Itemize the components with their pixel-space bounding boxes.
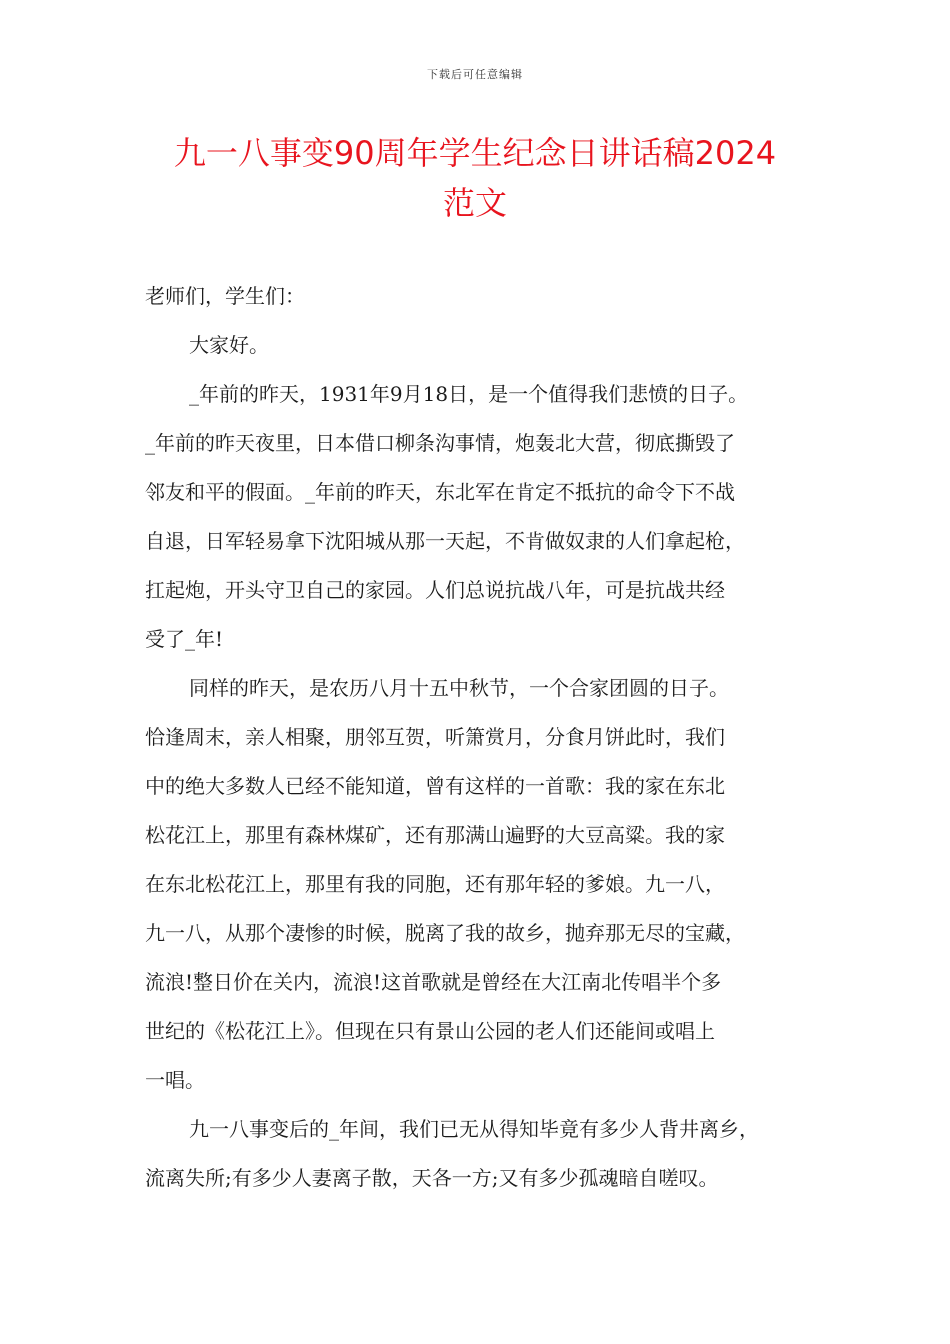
document-body <box>145 272 815 1203</box>
text-line: 流离失所;有多少人妻离子散，天各一方;又有多少孤魂暗自嗟叹。 <box>145 1166 719 1190</box>
title-line: 九一八事变90周年学生纪念日讲话稿2024 <box>173 134 777 172</box>
salutation: 老师们，学生们： <box>145 284 305 308</box>
greeting: 大家好。 <box>189 333 269 357</box>
text-line: 恰逢周末，亲人相聚，朋邻互贺，听箫赏月，分食月饼此时，我们 <box>145 725 725 749</box>
document-title <box>120 128 830 228</box>
text-line: 中的绝大多数人已经不能知道，曾有这样的一首歌：我的家在东北 <box>145 774 725 798</box>
text-line: 扛起炮，开头守卫自己的家园。人们总说抗战八年，可是抗战共经 <box>145 578 725 602</box>
text-line: _年前的昨天，1931年9月18日，是一个值得我们悲愤的日子。 <box>189 382 749 406</box>
text-line: 流浪!整日价在关内，流浪!这首歌就是曾经在大江南北传唱半个多 <box>145 970 722 994</box>
title-line: 范文 <box>442 184 507 222</box>
text-line: 九一八，从那个凄惨的时候，脱离了我的故乡，抛弃那无尽的宝藏， <box>145 921 745 945</box>
text-line: 世纪的《松花江上》。但现在只有景山公园的老人们还能间或唱上 <box>145 1019 715 1043</box>
text-line: 在东北松花江上，那里有我的同胞，还有那年轻的爹娘。九一八， <box>145 872 725 896</box>
text-line: 松花江上，那里有森林煤矿，还有那满山遍野的大豆高粱。我的家 <box>145 823 725 847</box>
paragraph-3 <box>145 1105 815 1203</box>
text-line: _年前的昨天夜里，日本借口柳条沟事情，炮轰北大营，彻底撕毁了 <box>145 431 735 455</box>
text-line: 受了_年! <box>145 627 224 651</box>
text-line: 自退，日军轻易拿下沈阳城从那一天起，不肯做奴隶的人们拿起枪， <box>145 529 745 553</box>
text-line: 同样的昨天，是农历八月十五中秋节，一个合家团圆的日子。 <box>189 676 729 700</box>
text-line: 邻友和平的假面。_年前的昨天，东北军在肯定不抵抗的命令下不战 <box>145 480 735 504</box>
text-line: 一唱。 <box>145 1068 205 1092</box>
header-note: 下载后可任意编辑 <box>427 68 523 81</box>
paragraph-1 <box>145 370 815 664</box>
paragraph-2 <box>145 664 815 1105</box>
text-line: 九一八事变后的_年间，我们已无从得知毕竟有多少人背井离乡， <box>189 1117 759 1141</box>
